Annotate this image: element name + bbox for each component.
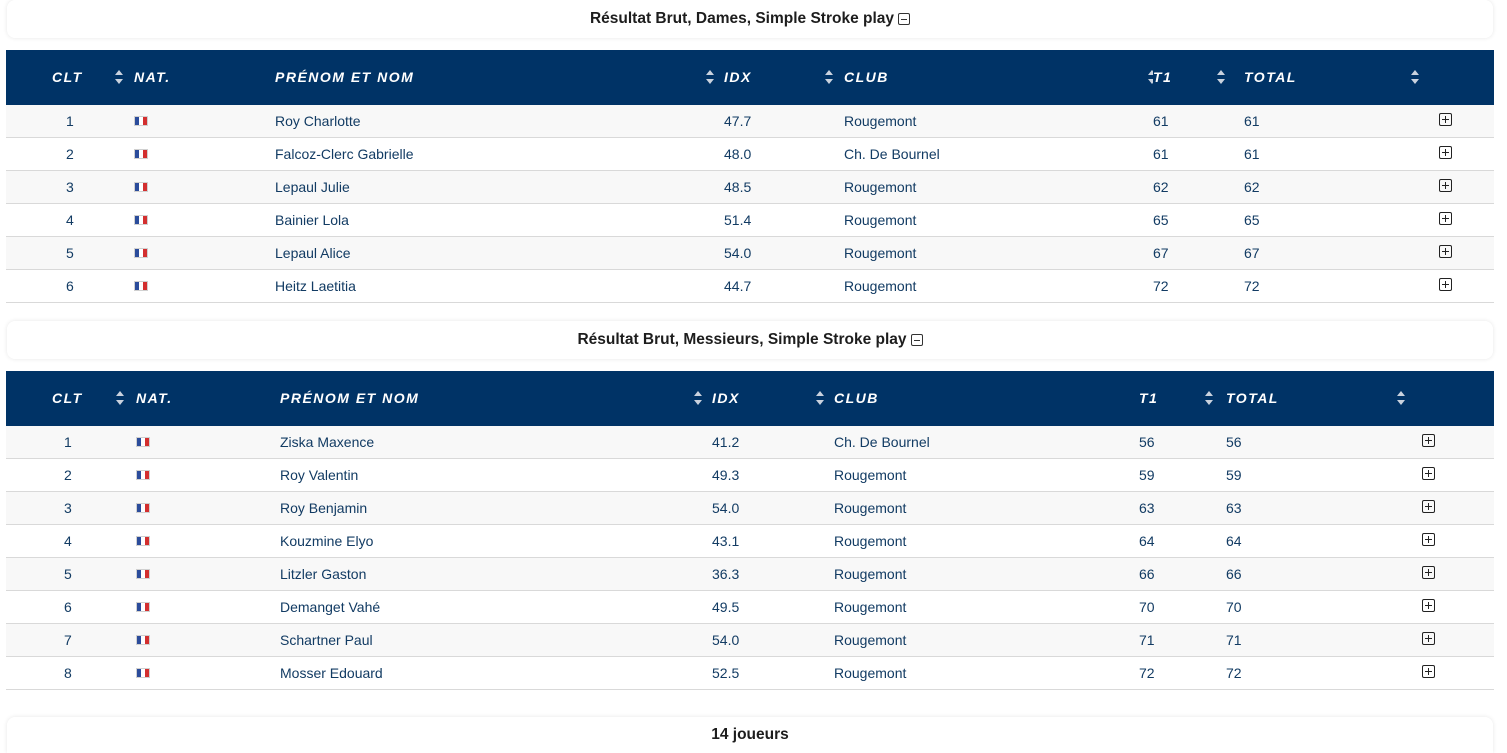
cell-index-text: 48.0 (724, 146, 752, 162)
cell-player-name-text: Schartner Paul (280, 632, 373, 648)
cell-rank-text: 5 (66, 245, 74, 261)
cell-nationality (134, 558, 280, 591)
cell-t1 (1153, 138, 1244, 171)
expand-plus-icon[interactable] (1422, 533, 1435, 546)
cell-club-text: Rougemont (834, 500, 907, 516)
column-header-club[interactable]: CLUB (844, 50, 1153, 105)
expand-plus-icon[interactable] (1439, 179, 1452, 192)
cell-club-text: Rougemont (844, 278, 917, 294)
cell-player-name-text: Roy Benjamin (280, 500, 368, 516)
cell-rank-text: 1 (64, 434, 72, 450)
table-header-row (6, 371, 1494, 426)
cell-club (834, 459, 1139, 492)
cell-index-text: 41.2 (712, 434, 740, 450)
cell-t1 (1153, 171, 1244, 204)
cell-total (1226, 492, 1494, 525)
cell-nationality (134, 171, 275, 204)
column-header-total[interactable]: TOTAL (1226, 371, 1494, 426)
cell-club-text: Rougemont (844, 245, 917, 261)
cell-rank (6, 459, 134, 492)
cell-club-text: Rougemont (834, 599, 907, 615)
sort-icon[interactable] (1217, 70, 1225, 84)
france-flag-icon (134, 149, 148, 159)
cell-index (724, 171, 844, 204)
cell-t1 (1139, 426, 1226, 459)
cell-t1-text: 61 (1153, 146, 1169, 162)
cell-total-text: 67 (1244, 245, 1260, 261)
cell-total-text: 56 (1226, 434, 1242, 450)
cell-club (834, 525, 1139, 558)
column-header-name[interactable]: PRÉNOM ET NOM (280, 371, 712, 426)
cell-club (834, 558, 1139, 591)
cell-t1 (1139, 525, 1226, 558)
cell-nationality (134, 270, 275, 303)
france-flag-icon (134, 116, 148, 126)
cell-rank (6, 558, 134, 591)
cell-total-text: 66 (1226, 566, 1242, 582)
cell-total (1226, 459, 1494, 492)
table-row (6, 459, 1494, 492)
france-flag-icon (134, 215, 148, 225)
cell-rank-text: 2 (66, 146, 74, 162)
cell-club-text: Rougemont (844, 212, 917, 228)
cell-t1-text: 64 (1139, 533, 1155, 549)
cell-index-text: 48.5 (724, 179, 752, 195)
cell-t1-text: 70 (1139, 599, 1155, 615)
section-title-messieurs (7, 321, 1493, 359)
cell-t1 (1153, 237, 1244, 270)
cell-t1-text: 63 (1139, 500, 1155, 516)
column-header-name[interactable]: PRÉNOM ET NOM (275, 50, 724, 105)
cell-nationality (134, 426, 280, 459)
cell-total-text: 61 (1244, 113, 1260, 129)
cell-rank-text: 3 (66, 179, 74, 195)
column-header-total[interactable]: TOTAL (1244, 50, 1494, 105)
cell-total (1244, 270, 1494, 303)
table-row (6, 525, 1494, 558)
cell-total (1244, 204, 1494, 237)
cell-rank (6, 624, 134, 657)
cell-nationality (134, 624, 280, 657)
expand-plus-icon[interactable] (1439, 278, 1452, 291)
column-header-clt[interactable]: CLT (6, 371, 134, 426)
cell-nationality (134, 105, 275, 138)
table-row (6, 237, 1494, 270)
cell-t1-text: 66 (1139, 566, 1155, 582)
cell-index (712, 624, 834, 657)
cell-index (712, 657, 834, 690)
cell-club-text: Ch. De Bournel (844, 146, 940, 162)
cell-total-text: 62 (1244, 179, 1260, 195)
france-flag-icon (136, 635, 150, 645)
cell-nationality (134, 591, 280, 624)
cell-player-name (280, 591, 712, 624)
cell-t1-text: 56 (1139, 434, 1155, 450)
cell-total (1244, 171, 1494, 204)
cell-club (844, 237, 1153, 270)
column-header-idx[interactable]: IDX (724, 50, 844, 105)
cell-rank-text: 4 (64, 533, 72, 549)
cell-total (1226, 426, 1494, 459)
collapse-icon[interactable] (911, 334, 923, 346)
table-row (6, 138, 1494, 171)
column-header-clt[interactable]: CLT (6, 50, 134, 105)
cell-total (1226, 591, 1494, 624)
table-row (6, 171, 1494, 204)
cell-t1 (1139, 459, 1226, 492)
players-count (7, 717, 1493, 753)
france-flag-icon (134, 182, 148, 192)
cell-t1 (1139, 657, 1226, 690)
cell-t1 (1139, 558, 1226, 591)
cell-total-text: 71 (1226, 632, 1242, 648)
expand-plus-icon[interactable] (1422, 434, 1435, 447)
cell-t1 (1139, 624, 1226, 657)
cell-rank (6, 492, 134, 525)
table-header-row (6, 50, 1494, 105)
cell-club-text: Rougemont (844, 179, 917, 195)
cell-nationality (134, 459, 280, 492)
column-header-nat[interactable]: NAT. (134, 50, 275, 105)
cell-nationality (134, 657, 280, 690)
sort-icon[interactable] (116, 391, 124, 405)
cell-total (1226, 558, 1494, 591)
cell-club-text: Rougemont (834, 533, 907, 549)
players-count-text: 14 joueurs (711, 726, 789, 743)
cell-rank-text: 6 (64, 599, 72, 615)
cell-total-text: 61 (1244, 146, 1260, 162)
expand-plus-icon[interactable] (1422, 566, 1435, 579)
cell-rank-text: 7 (64, 632, 72, 648)
cell-club-text: Ch. De Bournel (834, 434, 930, 450)
cell-player-name (280, 558, 712, 591)
cell-player-name (275, 171, 724, 204)
cell-index (712, 459, 834, 492)
cell-nationality (134, 525, 280, 558)
sort-icon[interactable] (1411, 70, 1419, 84)
cell-player-name-text: Ziska Maxence (280, 434, 375, 450)
sort-icon[interactable] (1205, 391, 1213, 405)
cell-player-name-text: Lepaul Julie (275, 179, 350, 195)
cell-nationality (134, 138, 275, 171)
section-title-dames (7, 0, 1493, 38)
cell-total-text: 64 (1226, 533, 1242, 549)
cell-rank-text: 1 (66, 113, 74, 129)
table-row (6, 426, 1494, 459)
cell-player-name (280, 624, 712, 657)
cell-club-text: Rougemont (834, 632, 907, 648)
table-row (6, 270, 1494, 303)
cell-player-name-text: Litzler Gaston (280, 566, 367, 582)
cell-total-text: 65 (1244, 212, 1260, 228)
sort-icon[interactable] (115, 70, 123, 84)
cell-player-name (280, 657, 712, 690)
cell-rank-text: 2 (64, 467, 72, 483)
cell-total-text: 72 (1244, 278, 1260, 294)
cell-index-text: 49.5 (712, 599, 740, 615)
cell-total-text: 72 (1226, 665, 1242, 681)
column-header-nat[interactable]: NAT. (134, 371, 280, 426)
cell-index-text: 51.4 (724, 212, 752, 228)
cell-total (1244, 105, 1494, 138)
expand-plus-icon[interactable] (1439, 113, 1452, 126)
cell-rank-text: 5 (64, 566, 72, 582)
cell-rank (6, 237, 134, 270)
cell-index (712, 591, 834, 624)
cell-club (844, 138, 1153, 171)
expand-plus-icon[interactable] (1439, 212, 1452, 225)
table-row (6, 624, 1494, 657)
cell-club-text: Rougemont (834, 665, 907, 681)
cell-club (834, 492, 1139, 525)
cell-t1 (1153, 105, 1244, 138)
column-header-club[interactable]: CLUB (834, 371, 1139, 426)
cell-t1-text: 59 (1139, 467, 1155, 483)
france-flag-icon (136, 569, 150, 579)
cell-player-name (275, 270, 724, 303)
table-row (6, 591, 1494, 624)
cell-t1-text: 62 (1153, 179, 1169, 195)
cell-club (834, 624, 1139, 657)
sort-icon[interactable] (706, 70, 714, 84)
cell-t1-text: 65 (1153, 212, 1169, 228)
table-row (6, 558, 1494, 591)
cell-player-name-text: Heitz Laetitia (275, 278, 356, 294)
table-row (6, 204, 1494, 237)
cell-club-text: Rougemont (834, 566, 907, 582)
cell-rank-text: 8 (64, 665, 72, 681)
cell-total (1226, 525, 1494, 558)
sort-icon[interactable] (694, 391, 702, 405)
france-flag-icon (134, 248, 148, 258)
column-header-t1[interactable]: T1 (1139, 371, 1226, 426)
cell-rank (6, 657, 134, 690)
sort-icon[interactable] (1397, 391, 1405, 405)
column-header-t1[interactable]: T1 (1153, 50, 1244, 105)
cell-index (712, 426, 834, 459)
cell-player-name-text: Bainier Lola (275, 212, 349, 228)
cell-player-name-text: Mosser Edouard (280, 665, 383, 681)
sort-icon[interactable] (825, 70, 833, 84)
cell-club (834, 657, 1139, 690)
cell-player-name (275, 204, 724, 237)
cell-index-text: 44.7 (724, 278, 752, 294)
france-flag-icon (136, 602, 150, 612)
cell-player-name (280, 426, 712, 459)
cell-total (1226, 657, 1494, 690)
cell-t1-text: 67 (1153, 245, 1169, 261)
cell-player-name-text: Roy Valentin (280, 467, 359, 483)
cell-t1 (1139, 492, 1226, 525)
france-flag-icon (136, 503, 150, 513)
cell-t1 (1139, 591, 1226, 624)
table-row (6, 657, 1494, 690)
cell-player-name-text: Kouzmine Elyo (280, 533, 374, 549)
france-flag-icon (136, 536, 150, 546)
expand-plus-icon[interactable] (1422, 467, 1435, 480)
cell-rank-text: 6 (66, 278, 74, 294)
cell-player-name (280, 525, 712, 558)
cell-nationality (134, 237, 275, 270)
results-table-dames (6, 50, 1494, 303)
cell-rank (6, 204, 134, 237)
cell-index (724, 270, 844, 303)
cell-index (712, 525, 834, 558)
cell-total (1244, 138, 1494, 171)
cell-index-text: 54.0 (712, 632, 740, 648)
cell-total-text: 63 (1226, 500, 1242, 516)
cell-total-text: 70 (1226, 599, 1242, 615)
france-flag-icon (136, 437, 150, 447)
expand-plus-icon[interactable] (1439, 245, 1452, 258)
sort-icon[interactable] (816, 391, 824, 405)
cell-player-name (275, 237, 724, 270)
cell-index (724, 204, 844, 237)
cell-club (844, 171, 1153, 204)
results-table-messieurs (6, 371, 1494, 690)
section-title-text: Résultat Brut, Dames, Simple Stroke play (589, 10, 895, 27)
cell-index-text: 47.7 (724, 113, 752, 129)
cell-player-name (275, 105, 724, 138)
france-flag-icon (136, 668, 150, 678)
expand-plus-icon[interactable] (1422, 599, 1435, 612)
collapse-icon[interactable] (898, 13, 910, 25)
table-row (6, 492, 1494, 525)
cell-index-text: 43.1 (712, 533, 740, 549)
cell-club (834, 591, 1139, 624)
expand-plus-icon[interactable] (1422, 632, 1435, 645)
cell-total-text: 59 (1226, 467, 1242, 483)
cell-index-text: 49.3 (712, 467, 740, 483)
cell-rank (6, 105, 134, 138)
expand-plus-icon[interactable] (1422, 665, 1435, 678)
cell-player-name-text: Falcoz-Clerc Gabrielle (275, 146, 414, 162)
cell-rank (6, 138, 134, 171)
column-header-idx[interactable]: IDX (712, 371, 834, 426)
cell-club (844, 105, 1153, 138)
cell-player-name-text: Demanget Vahé (280, 599, 381, 615)
cell-club-text: Rougemont (844, 113, 917, 129)
cell-total (1244, 237, 1494, 270)
cell-nationality (134, 204, 275, 237)
cell-t1 (1153, 204, 1244, 237)
france-flag-icon (136, 470, 150, 480)
cell-index-text: 54.0 (712, 500, 740, 516)
expand-plus-icon[interactable] (1422, 500, 1435, 513)
cell-player-name-text: Lepaul Alice (275, 245, 351, 261)
france-flag-icon (134, 281, 148, 291)
cell-index (712, 492, 834, 525)
expand-plus-icon[interactable] (1439, 146, 1452, 159)
cell-index (712, 558, 834, 591)
cell-rank-text: 3 (64, 500, 72, 516)
cell-index-text: 54.0 (724, 245, 752, 261)
cell-index (724, 105, 844, 138)
cell-rank (6, 171, 134, 204)
cell-index (724, 138, 844, 171)
cell-rank (6, 270, 134, 303)
cell-club (834, 426, 1139, 459)
cell-player-name-text: Roy Charlotte (275, 113, 361, 129)
cell-nationality (134, 492, 280, 525)
table-row (6, 105, 1494, 138)
cell-index-text: 36.3 (712, 566, 740, 582)
cell-player-name (275, 138, 724, 171)
cell-club (844, 204, 1153, 237)
section-title-text: Résultat Brut, Messieurs, Simple Stroke play (577, 331, 907, 348)
cell-player-name (280, 459, 712, 492)
cell-t1 (1153, 270, 1244, 303)
cell-t1-text: 71 (1139, 632, 1155, 648)
cell-rank-text: 4 (66, 212, 74, 228)
cell-index-text: 52.5 (712, 665, 740, 681)
cell-t1-text: 72 (1153, 278, 1169, 294)
cell-club-text: Rougemont (834, 467, 907, 483)
cell-club (844, 270, 1153, 303)
cell-rank (6, 591, 134, 624)
cell-index (724, 237, 844, 270)
cell-t1-text: 72 (1139, 665, 1155, 681)
cell-player-name (280, 492, 712, 525)
cell-t1-text: 61 (1153, 113, 1169, 129)
cell-rank (6, 426, 134, 459)
cell-rank (6, 525, 134, 558)
cell-total (1226, 624, 1494, 657)
